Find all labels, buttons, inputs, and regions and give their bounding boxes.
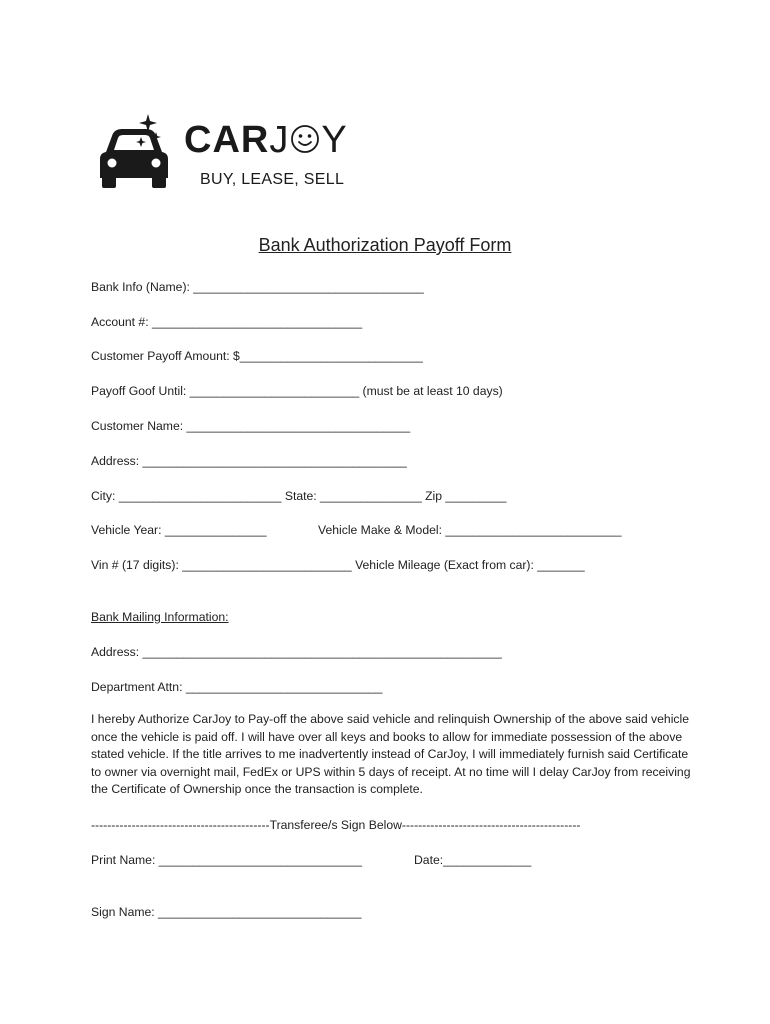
vin-mileage-field[interactable]: Vin # (17 digits): _________________________ Vehicle Mileage (Exact from car): _______ [91,558,585,572]
mailing-address-field[interactable]: Address: _____________________________________________________ [91,645,502,659]
vehicle-make-model-field[interactable]: Vehicle Make & Model: __________________________ [318,523,622,537]
print-name-field[interactable]: Print Name: ______________________________ [91,853,363,867]
department-attn-field[interactable]: Department Attn: _____________________________ [91,680,383,694]
payoff-until-field[interactable]: Payoff Goof Until: _________________________ (must be at least 10 days) [91,384,503,398]
bank-info-field[interactable]: Bank Info (Name): __________________________________ [91,280,424,294]
brand-joy-text-start: J [269,119,290,161]
account-number-field[interactable]: Account #: _______________________________ [91,315,363,329]
customer-name-field[interactable]: Customer Name: _________________________________ [91,419,411,433]
brand-car-text: CAR [184,119,270,161]
city-state-zip-field[interactable]: City: ________________________ State: _______________ Zip _________ [91,489,507,503]
sign-name-field[interactable]: Sign Name: ______________________________ [91,905,362,919]
brand-wordmark [184,121,348,159]
address-field[interactable]: Address: _______________________________________ [91,454,407,468]
car-logo-icon [96,112,172,190]
brand-tagline: BUY, LEASE, SELL [200,171,345,188]
date-field[interactable]: Date:_____________ [414,853,532,867]
authorization-paragraph: I hereby Authorize CarJoy to Pay-off the above said vehicle and relinquish Ownership of the above said vehicle once the vehicle is paid off. I will have over all keys and books to allow for immediate possession of the above stated vehicle. If the title arrives to me inadvertently instead of CarJoy, I will immediately furnish said Certificate to owner via overnight mail, FedEx or UPS within 5 days of receipt. At no time will I delay CarJoy from receiving the Certificate of Ownership once the transaction is complete. [91,712,691,797]
vehicle-year-field[interactable]: Vehicle Year: _______________ [91,523,267,537]
smiley-icon [290,124,320,154]
form-title: Bank Authorization Payoff Form [258,235,512,255]
payoff-amount-field[interactable]: Customer Payoff Amount: $___________________________ [91,349,423,363]
sign-divider: --------------------------------------------Transferee/s Sign Below-------------------------------------------- [91,818,581,832]
bank-mailing-heading: Bank Mailing Information: [91,610,229,624]
brand-joy-text-end: Y [321,119,348,161]
